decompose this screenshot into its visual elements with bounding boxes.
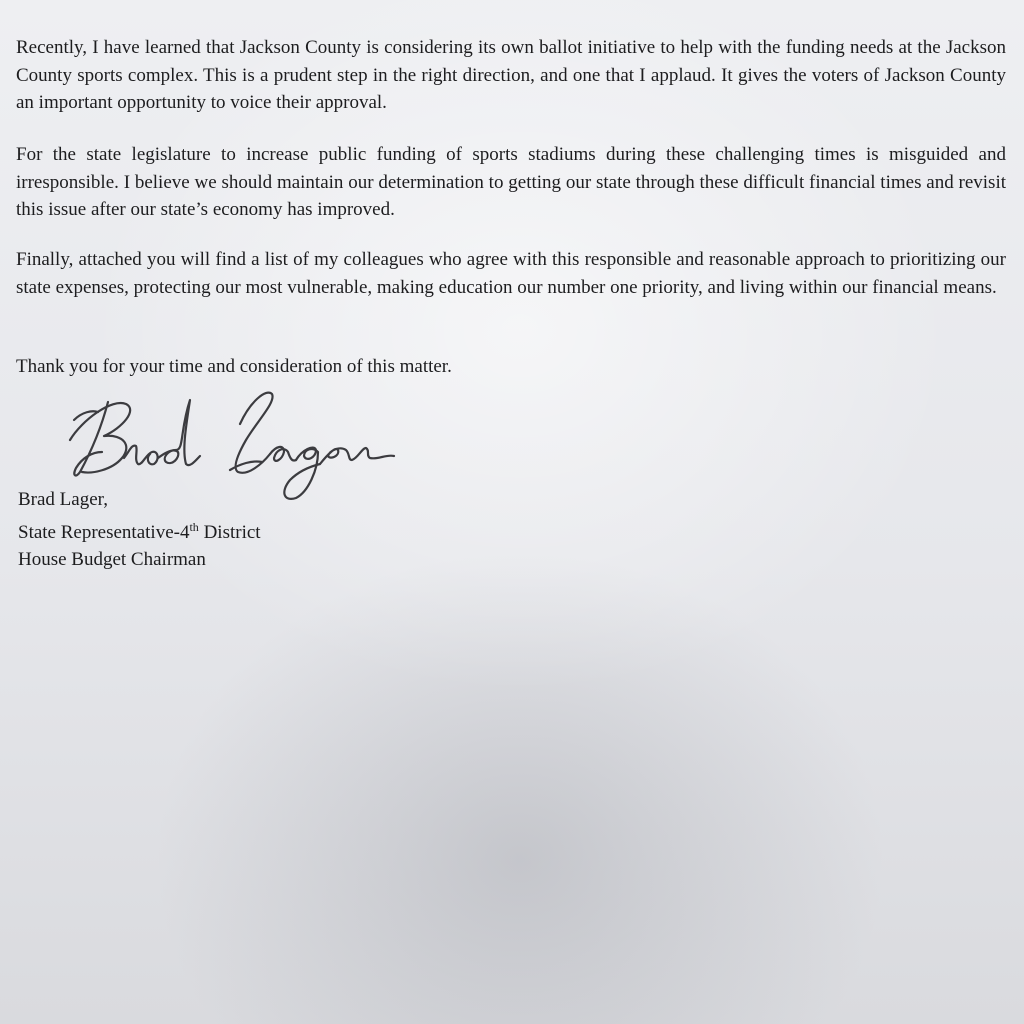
sender-position: House Budget Chairman: [18, 549, 206, 570]
sender-title-superscript: th: [189, 519, 199, 534]
signature-block: [18, 486, 261, 574]
body-paragraph-2: For the state legislature to increase public funding of sports stadiums during these challenging times is misguided and irresponsible. I believe we should maintain our determination to getting our state through these difficult financial times and revisit this issue after our state’s economy has improved.: [16, 144, 1006, 220]
sender-name: Brad Lager,: [18, 489, 108, 510]
body-paragraph-3: Finally, attached you will find a list of my colleagues who agree with this responsible and reasonable approach to prioritizing our state expenses, protecting our most vulnerable, making education our number one priority, and living within our financial means.: [16, 249, 1006, 298]
sender-title-prefix: State Representative-4: [18, 521, 190, 543]
sender-title-suffix: District: [198, 521, 261, 543]
closing-line: Thank you for your time and consideration of this matter.: [16, 356, 452, 377]
sender-title: [18, 514, 261, 547]
body-paragraph-1: Recently, I have learned that Jackson County is considering its own ballot initiative to help with the funding needs at the Jackson County sports complex. This is a prudent step in the right direction, and one that I applaud. It gives the voters of Jackson County an important opportunity to voice their approval.: [16, 37, 1006, 113]
